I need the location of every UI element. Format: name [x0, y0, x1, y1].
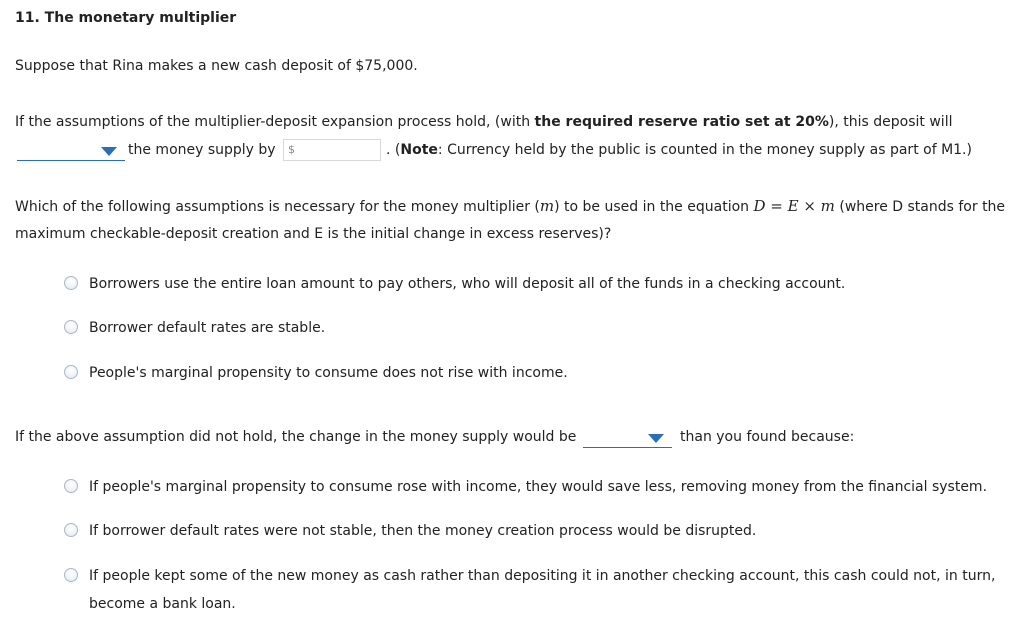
q3-option-2-label[interactable]: If borrower default rates were not stable, then the money creation process would be disrupted.	[89, 523, 757, 539]
q1-text-bold: the required reserve ratio set at 20%	[534, 114, 829, 130]
q2-option-3-radio[interactable]	[64, 365, 78, 379]
q1-note-label: Note	[400, 142, 438, 158]
q3-text-a: If the above assumption did not hold, the change in the money supply would be	[15, 429, 577, 445]
eq-d: D	[753, 197, 766, 215]
chevron-down-icon	[648, 434, 664, 443]
q1-text-c: the money supply by	[128, 142, 276, 158]
q1-text-a: If the assumptions of the multiplier-deposit expansion process hold, (with	[15, 114, 535, 130]
q3-option-3-label-cont[interactable]: become a bank loan.	[89, 596, 236, 612]
eq-e: E	[787, 197, 799, 215]
q2-prompt-line1	[15, 196, 1005, 217]
q2-text-b: ) to be used in the equation	[554, 199, 754, 215]
q2-text-c: (where D stands for the	[834, 199, 1006, 215]
q3-option-3-label[interactable]: If people kept some of the new money as cash rather than depositing it in another checking account, this cash could not, in turn,	[89, 568, 996, 584]
eq-times: ×	[798, 197, 821, 215]
q2-option-1-label[interactable]: Borrowers use the entire loan amount to pay others, who will deposit all of the funds in a checking account.	[89, 276, 846, 292]
q1-text-b: ), this deposit will	[828, 114, 953, 130]
q3-text-b: than you found because:	[680, 429, 855, 445]
q1-prompt	[15, 112, 952, 132]
q3-option-2-radio[interactable]	[64, 523, 78, 537]
q1-note-prefix: . (	[386, 142, 401, 158]
q1-note	[386, 140, 972, 160]
q1-amount-input[interactable]	[298, 141, 382, 161]
q3-option-3-radio[interactable]	[64, 568, 78, 582]
q2-option-2-radio[interactable]	[64, 320, 78, 334]
eq-equals: =	[765, 197, 788, 215]
q2-text-a: Which of the following assumptions is necessary for the money multiplier (	[15, 199, 540, 215]
q3-option-1-label[interactable]: If people's marginal propensity to consume rose with income, they would save less, removing money from the financial system.	[89, 479, 988, 495]
q3-comparison-dropdown[interactable]	[583, 429, 672, 448]
q2-prompt-line2: maximum checkable-deposit creation and E is the initial change in excess reserves)?	[15, 226, 612, 242]
eq-m: m	[820, 197, 835, 215]
q1-direction-dropdown[interactable]	[17, 142, 125, 161]
var-m: m	[539, 197, 555, 215]
question-title: 11. The monetary multiplier	[15, 10, 237, 26]
q2-option-2-label[interactable]: Borrower default rates are stable.	[89, 320, 326, 336]
currency-symbol: $	[288, 143, 295, 156]
q2-option-3-label[interactable]: People's marginal propensity to consume does not rise with income.	[89, 365, 568, 381]
q1-amount-field[interactable]	[283, 139, 381, 161]
q1-note-text: : Currency held by the public is counted in the money supply as part of M1.)	[437, 142, 972, 158]
intro-text: Suppose that Rina makes a new cash deposit of $75,000.	[15, 58, 418, 74]
chevron-down-icon	[101, 147, 117, 156]
q3-option-1-radio[interactable]	[64, 479, 78, 493]
q2-option-1-radio[interactable]	[64, 276, 78, 290]
